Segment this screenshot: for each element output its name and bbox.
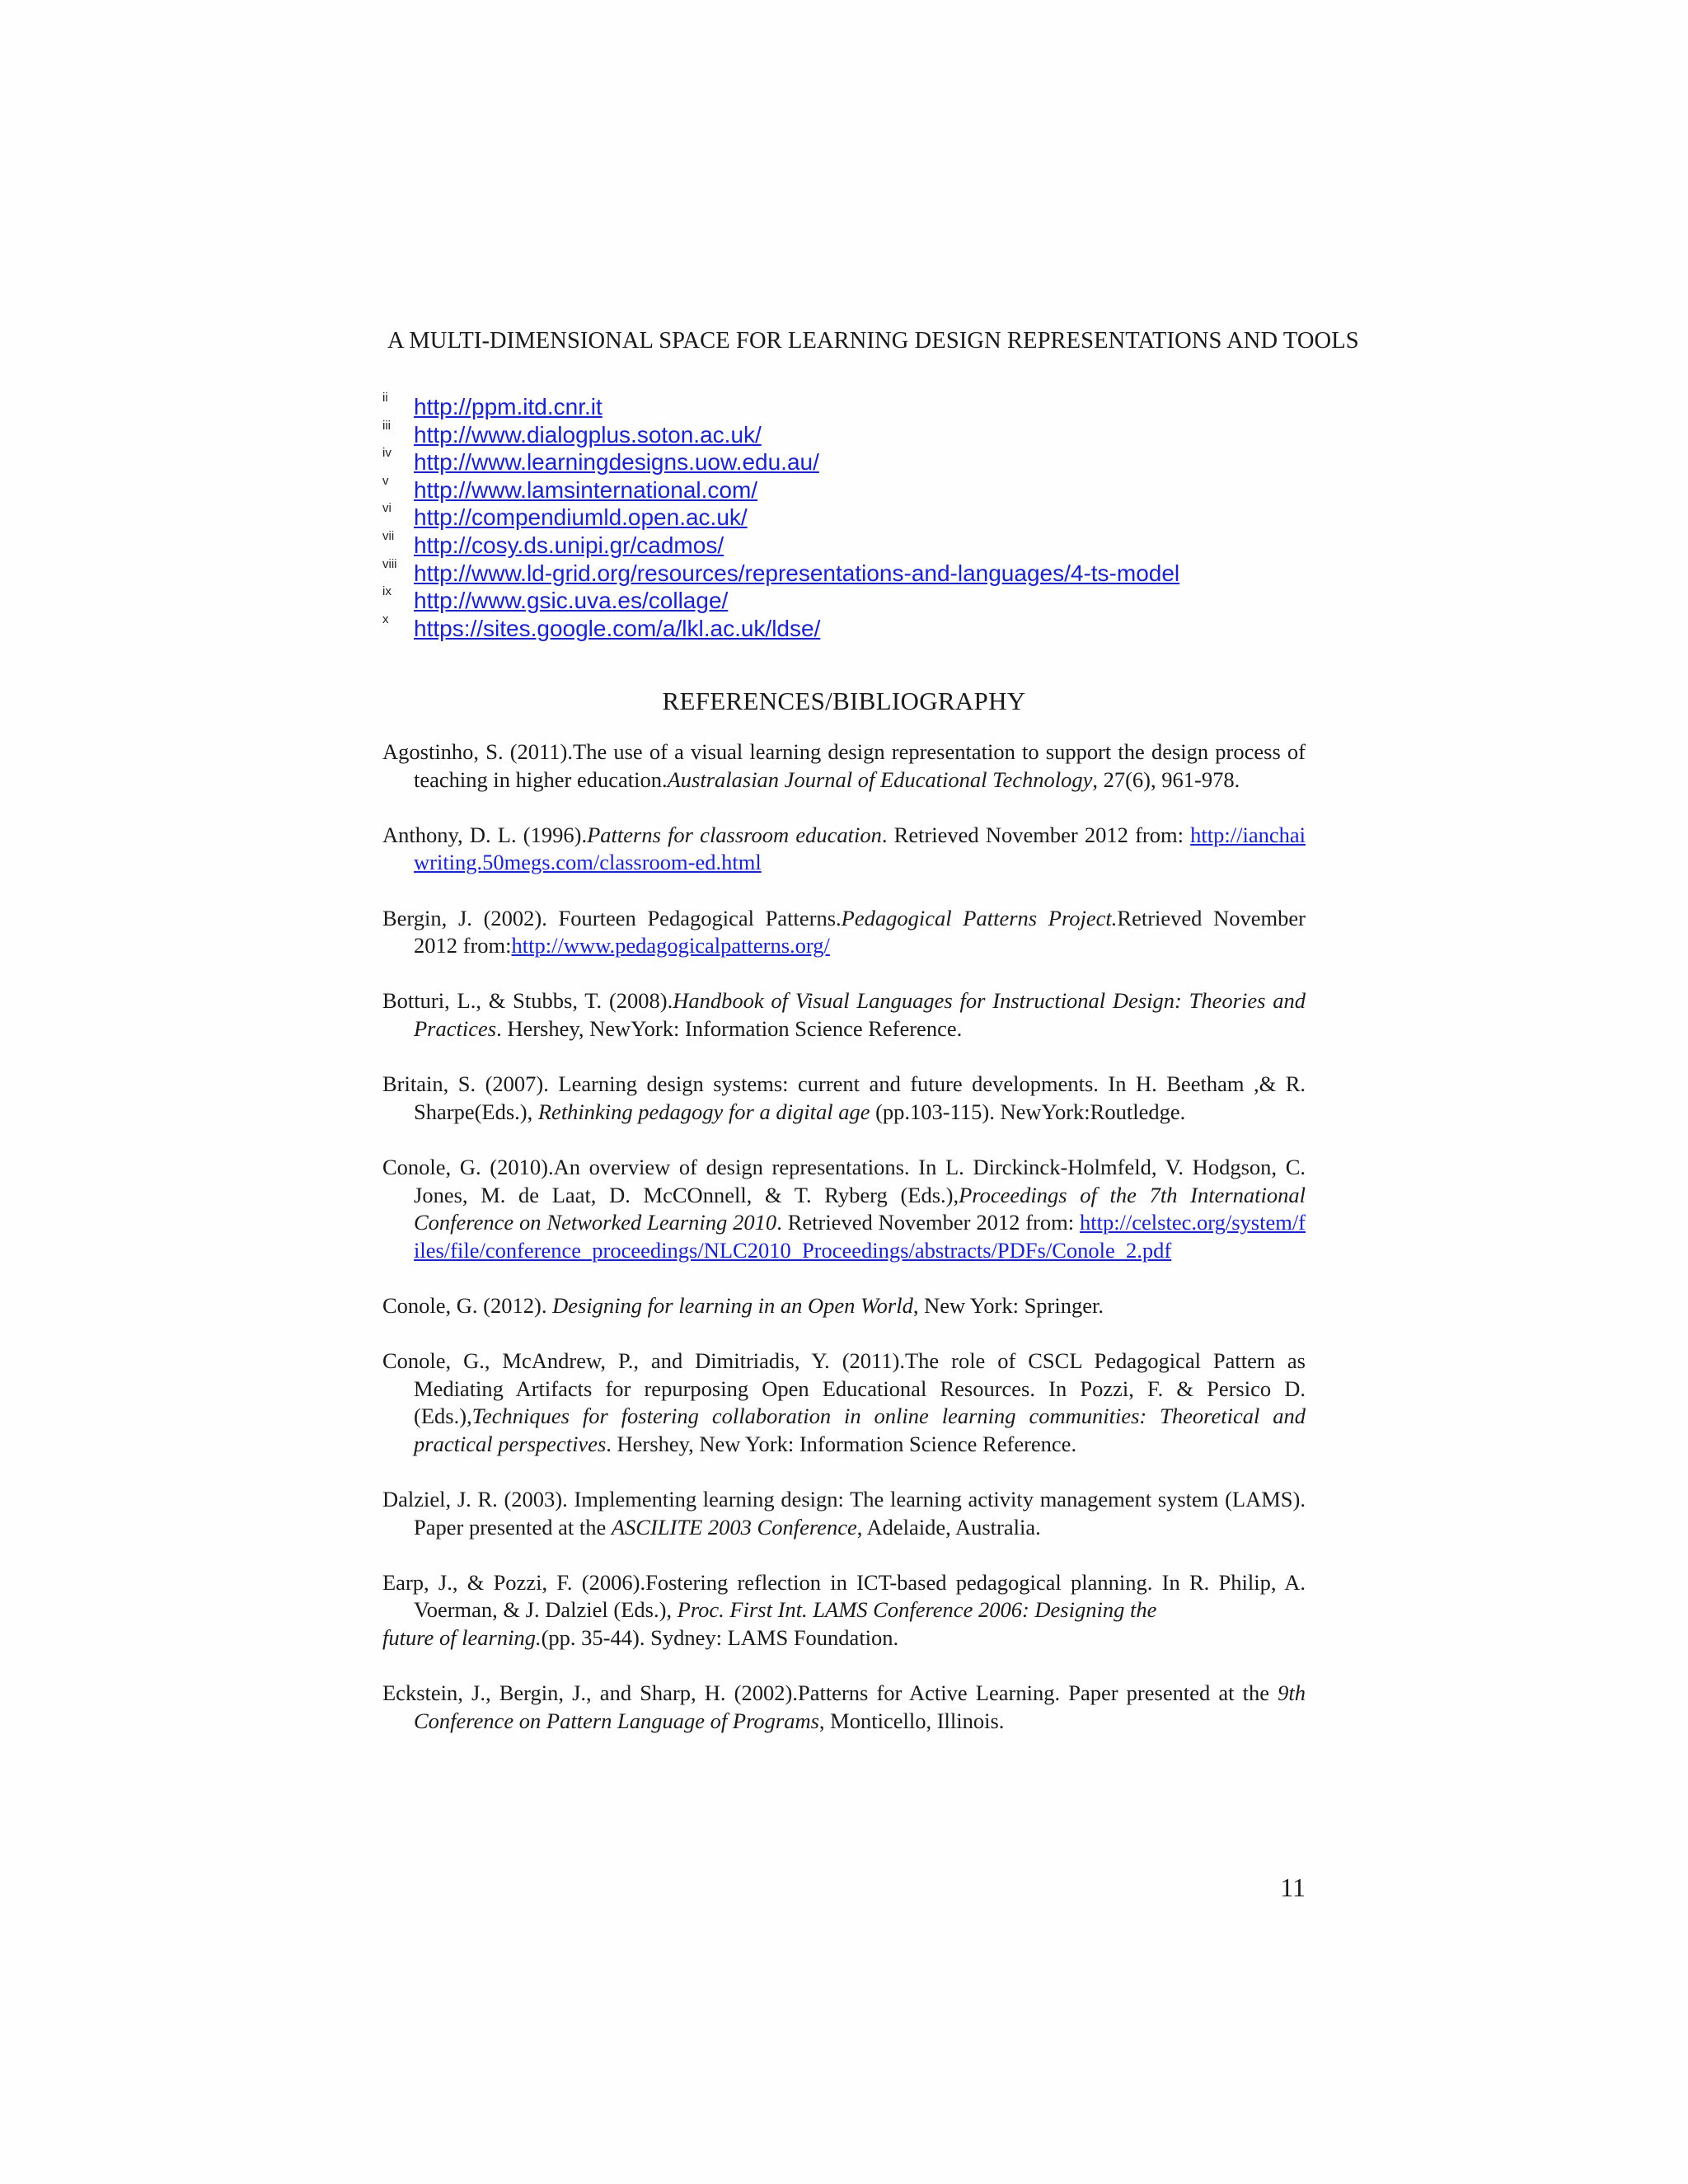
endnote-item bbox=[381, 473, 1329, 505]
reference-britain bbox=[382, 1071, 1306, 1126]
endnote-item bbox=[381, 584, 1329, 616]
endnote-item bbox=[381, 528, 1329, 560]
running-header: A MULTI-DIMENSIONAL SPACE FOR LEARNING DESIGN REPRESENTATIONS AND TOOLS bbox=[387, 328, 1359, 354]
reference-source-title: Handbook of Visual Languages for Instructional Design: Theories and Practices bbox=[414, 988, 1306, 1041]
reference-agostinho bbox=[382, 738, 1306, 794]
reference-source-title: Techniques for fostering collaboration in online learning communities: Theoretical and practical perspectives bbox=[414, 1404, 1306, 1456]
reference-text: . Hershey, New York: Information Science Reference. bbox=[606, 1431, 1077, 1456]
endnote-link[interactable]: http://www.gsic.uva.es/collage/ bbox=[414, 588, 729, 614]
endnote-number: vii bbox=[382, 528, 395, 543]
reference-anthony bbox=[382, 822, 1306, 877]
endnote-item bbox=[381, 391, 1329, 422]
reference-text: Eckstein, J., Bergin, J., and Sharp, H. (2002).Patterns for Active Learning. Paper presented at the bbox=[382, 1680, 1278, 1706]
endnote-number: v bbox=[382, 473, 389, 488]
references-list bbox=[382, 738, 1306, 1763]
reference-text: Botturi, L., & Stubbs, T. (2008). bbox=[382, 988, 673, 1014]
endnote-link[interactable]: http://www.dialogplus.soton.ac.uk/ bbox=[414, 421, 762, 448]
reference-conole-2011 bbox=[382, 1347, 1306, 1458]
reference-source-title: future of learning. bbox=[382, 1625, 542, 1650]
reference-source-title: Proc. First Int. LAMS Conference 2006: Designing the bbox=[677, 1597, 1157, 1623]
reference-text: (pp. 35-44). Sydney: LAMS Foundation. bbox=[541, 1625, 899, 1650]
endnote-link[interactable]: http://www.learningdesigns.uow.edu.au/ bbox=[414, 449, 819, 476]
endnote-number: x bbox=[382, 612, 389, 626]
reference-text: , New York: Springer. bbox=[912, 1292, 1104, 1318]
endnote-number: ii bbox=[382, 391, 388, 405]
reference-text: Conole, G. (2010).An overview of design representations. In L. Dirckinck-Holmfeld, V. Hodgson, C. Jones, M. de Laat, D. McCOnnell, & T. Ryberg (Eds.), bbox=[382, 1154, 1306, 1207]
endnote-link[interactable]: https://sites.google.com/a/lkl.ac.uk/ldse/ bbox=[414, 615, 821, 641]
reference-text: Bergin, J. (2002). Fourteen Pedagogical Patterns. bbox=[382, 905, 842, 930]
reference-text: Agostinho, S. (2011).The use of a visual learning design representation to support the design process of teaching in higher education. bbox=[382, 739, 1306, 792]
endnote-number: iv bbox=[382, 446, 392, 461]
reference-dalziel bbox=[382, 1486, 1306, 1541]
reference-source-title: 9th Conference on Pattern Language of Programs bbox=[414, 1680, 1306, 1733]
endnote-number: vi bbox=[382, 501, 392, 516]
reference-source-title: ASCILITE 2003 Conference bbox=[611, 1514, 857, 1540]
reference-text: Britain, S. (2007). Learning design systems: current and future developments. In H. Beetham ,& R. Sharpe(Eds.), bbox=[382, 1071, 1306, 1124]
endnote-item bbox=[381, 418, 1329, 450]
reference-link[interactable]: http://www.pedagogicalpatterns.org/ bbox=[511, 933, 830, 958]
endnote-link[interactable]: http://ppm.itd.cnr.it bbox=[414, 394, 603, 419]
reference-source-title: Rethinking pedagogy for a digital age bbox=[537, 1099, 870, 1124]
reference-text: Dalziel, J. R. (2003). Implementing learning design: The learning activity management system (LAMS). Paper presented at the bbox=[382, 1487, 1306, 1540]
reference-text: Retrieved November 2012 from: bbox=[414, 905, 1306, 958]
endnote-item bbox=[381, 501, 1329, 532]
reference-earp bbox=[382, 1569, 1306, 1652]
reference-text: (pp.103-115). NewYork:Routledge. bbox=[870, 1099, 1186, 1124]
reference-text: . Retrieved November 2012 from: bbox=[776, 1210, 1080, 1235]
endnote-number: ix bbox=[382, 584, 392, 599]
reference-text: Earp, J., & Pozzi, F. (2006).Fostering reflection in ICT-based pedagogical planning. In R. Philip, A. Voerman, & J. Dalziel (Eds.), bbox=[382, 1569, 1306, 1623]
reference-source-title: Australasian Journal of Educational Technology bbox=[667, 766, 1093, 792]
reference-text: . Hershey, NewYork: Information Science Reference. bbox=[496, 1015, 963, 1041]
endnotes-list bbox=[381, 391, 1329, 643]
reference-source-title: Proceedings of the 7th International Conference on Networked Learning 2010 bbox=[414, 1182, 1306, 1235]
reference-link[interactable]: http://celstec.org/system/files/file/conference_proceedings/NLC2010_Proceedings/abstracts/PDFs/Conole_2.pdf bbox=[414, 1210, 1306, 1263]
references-heading: REFERENCES/BIBLIOGRAPHY bbox=[662, 687, 1026, 715]
reference-text: , Monticello, Illinois. bbox=[818, 1708, 1005, 1733]
reference-text: , Adelaide, Australia. bbox=[856, 1514, 1041, 1540]
reference-source-title: Patterns for classroom education bbox=[587, 822, 882, 847]
endnote-link[interactable]: http://www.ld-grid.org/resources/representations-and-languages/4-ts-model bbox=[414, 560, 1180, 586]
endnote-number: viii bbox=[382, 556, 397, 571]
reference-source-title: Designing for learning in an Open World bbox=[552, 1292, 913, 1318]
reference-text: Conole, G. (2012). bbox=[382, 1292, 553, 1318]
reference-bergin bbox=[382, 905, 1306, 960]
reference-eckstein bbox=[382, 1680, 1306, 1735]
reference-botturi bbox=[382, 987, 1306, 1043]
reference-continuation bbox=[382, 1624, 1306, 1652]
endnote-item bbox=[381, 612, 1329, 644]
reference-source-title: Pedagogical Patterns Project. bbox=[841, 905, 1118, 930]
reference-text: . Retrieved November 2012 from: bbox=[881, 822, 1191, 847]
endnote-number: iii bbox=[382, 418, 391, 433]
endnote-item bbox=[381, 556, 1329, 588]
endnote-item bbox=[381, 446, 1329, 477]
endnote-link[interactable]: http://cosy.ds.unipi.gr/cadmos/ bbox=[414, 532, 724, 558]
reference-text: , 27(6), 961-978. bbox=[1092, 766, 1240, 792]
endnote-link[interactable]: http://www.lamsinternational.com/ bbox=[414, 476, 758, 503]
reference-text: Anthony, D. L. (1996). bbox=[382, 822, 588, 847]
endnote-link[interactable]: http://compendiumld.open.ac.uk/ bbox=[414, 504, 748, 531]
reference-link[interactable]: http://ianchaiwriting.50megs.com/classroom-ed.html bbox=[414, 822, 1306, 875]
page-number: 11 bbox=[1280, 1872, 1306, 1902]
reference-conole-2010 bbox=[382, 1154, 1306, 1264]
reference-text: Conole, G., McAndrew, P., and Dimitriadis, Y. (2011).The role of CSCL Pedagogical Pattern as Mediating Artifacts for repurposing Open Educational Resources. In Pozzi, F. & Persico D. (Eds.), bbox=[382, 1348, 1306, 1429]
reference-conole-2012 bbox=[382, 1292, 1306, 1320]
